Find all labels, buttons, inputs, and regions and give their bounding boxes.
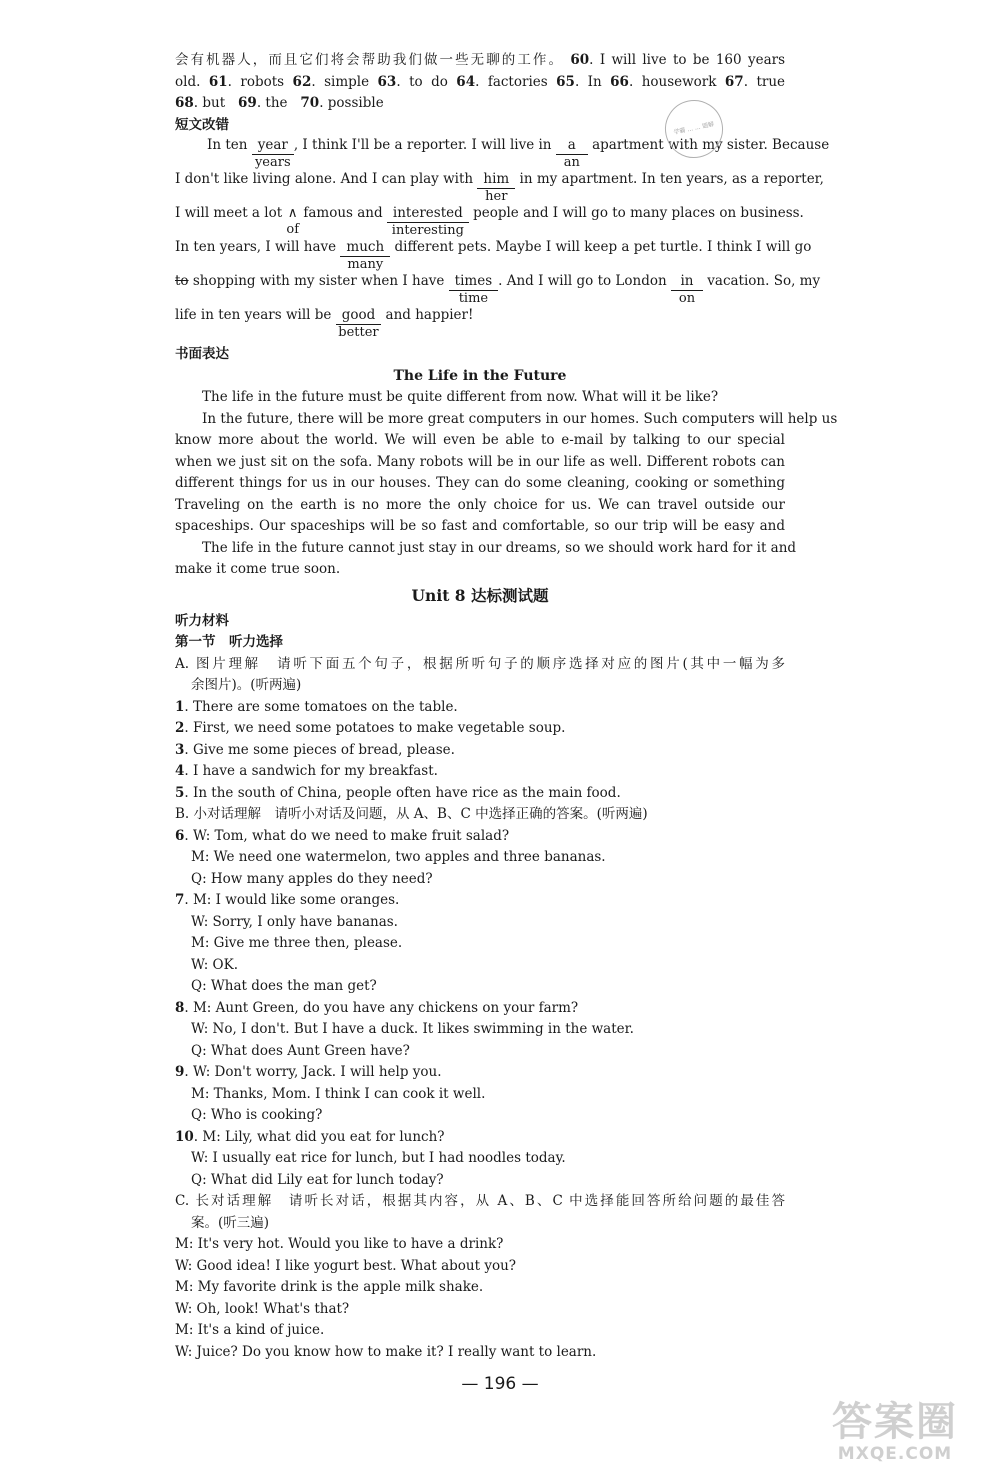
dialogue-line: 10. M: Lily, what did you eat for lunch? xyxy=(175,1128,445,1145)
dialogue-line: 8. M: Aunt Green, do you have any chickens on your farm? xyxy=(175,999,579,1016)
essay-line: Traveling on the earth is no more the only choice for us. We can travel outside our xyxy=(175,496,785,513)
answer-item: 66. housework xyxy=(610,73,717,90)
answer-line-2: old. 61. robots 62. simple 63. to do 64. factories 65. In 66. housework 67. true xyxy=(175,73,785,90)
dialogue-line: Q: Who is cooking? xyxy=(191,1107,323,1123)
essay-line: The life in the future must be quite different from now. What will it be like? xyxy=(202,389,719,405)
dialogue-line: W: No, I don't. But I have a duck. It likes swimming in the water. xyxy=(191,1021,634,1037)
dialogue-line: 9. W: Don't worry, Jack. I will help you. xyxy=(175,1064,442,1080)
answer-item: 68. but xyxy=(175,95,226,111)
dialogue-line: M: Thanks, Mom. I think I can cook it well. xyxy=(191,1085,486,1102)
essay-line: know more about the world. We will even be able to e-mail by talking to our special xyxy=(175,432,785,448)
long-dialogue-line: W: Juice? Do you know how to make it? I really want to learn. xyxy=(175,1343,597,1360)
sentence-item: 4. I have a sandwich for my breakfast. xyxy=(175,763,438,779)
correction-line-4: In ten years, I will have much many different pets. Maybe I will keep a pet turtle. I think I will go xyxy=(175,239,812,272)
correction-mark: much many xyxy=(340,238,390,273)
section1-heading: 第一节 听力选择 xyxy=(175,634,283,650)
long-dialogue-line: M: It's very hot. Would you like to have a drink? xyxy=(175,1236,504,1252)
essay-line: In the future, there will be more great computers in our homes. Such computers will help us xyxy=(202,410,838,427)
essay-line: spaceships. Our spaceships will be so fast and comfortable, so our trip will be easy and xyxy=(175,518,785,534)
correction-line-3: I will meet a lot ∧ of famous and interested interesting people and I will go to many places on business. xyxy=(175,205,804,238)
dialogue-line: Q: What did Lily eat for lunch today? xyxy=(191,1171,444,1188)
correction-mark: $\frac{a}{an}$ xyxy=(556,136,588,171)
deleted-word: to xyxy=(175,273,189,289)
correction-line-2: I don't like living alone. And I can play with him her in my apartment. In ten years, as a reporter, xyxy=(175,171,824,204)
long-dialogue-line: W: Oh, look! What's that? xyxy=(175,1300,350,1317)
answer-item: 61. robots xyxy=(208,73,285,90)
correction-mark: $\frac{in}{on}$ xyxy=(671,272,703,307)
correction-heading: 短文改错 xyxy=(175,116,229,133)
dialogue-line: Q: What does Aunt Green have? xyxy=(191,1042,410,1059)
correction-line-5: to shopping with my sister when I have times time . And I will go to London $\frac{in}{on}$ vacation. So, my xyxy=(175,273,821,306)
sentence-item: 2. First, we need some potatoes to make vegetable soup. xyxy=(175,720,566,736)
stamp-seal: 学霸 ... ... 题解 xyxy=(660,95,729,164)
answer-item: 63. to do xyxy=(377,73,448,90)
dialogue-line: W: Sorry, I only have bananas. xyxy=(191,913,398,930)
correction-mark: good better xyxy=(336,306,382,341)
correction-line-1: In ten year years , I think I'll be a reporter. I will live in $\frac{a}{an}$ apartment with my sister. Because xyxy=(207,137,830,170)
sentence-item: 1. There are some tomatoes on the table. xyxy=(175,698,458,715)
essay-line: make it come true soon. xyxy=(175,561,341,577)
essay-title: The Life in the Future xyxy=(393,367,567,384)
dialogue-line: W: I usually eat rice for lunch, but I had noodles today. xyxy=(191,1150,566,1166)
correction-mark: him her xyxy=(477,170,515,205)
watermark-logo: 答案圈 MXQE.COM xyxy=(832,1399,958,1464)
essay-line: different things for us in our houses. They can do some cleaning, cooking or something xyxy=(175,475,785,491)
correction-mark: times time xyxy=(449,272,498,307)
dialogue-line: Q: What does the man get? xyxy=(191,978,377,994)
answer-item: 65. In xyxy=(556,73,602,90)
dialogue-line: 7. M: I would like some oranges. xyxy=(175,892,400,908)
sentence-item: 3. Give me some pieces of bread, please. xyxy=(175,741,455,758)
sentence-item: 5. In the south of China, people often have rice as the main food. xyxy=(175,784,621,801)
partC-instruction: C. 长对话理解 请听长对话，根据其内容，从 A、B、C 中选择能回答所给问题的最佳答 xyxy=(175,1193,785,1209)
partC-instruction-cont: 案。(听三遍) xyxy=(191,1214,270,1231)
listening-heading: 听力材料 xyxy=(175,612,229,629)
page-number: — 196 — xyxy=(461,1374,539,1394)
essay-line: The life in the future cannot just stay in our dreams, so we should work hard for it and xyxy=(202,539,797,556)
writing-heading: 书面表达 xyxy=(175,346,229,362)
partA-instruction: A. 图片理解 请听下面五个句子，根据所听句子的顺序选择对应的图片(其中一幅为多 xyxy=(175,655,785,672)
answer-line-1: 会有机器人，而且它们将会帮助我们做一些无聊的工作。 60. I will live to be 160 years xyxy=(175,52,785,68)
insert-mark: ∧ of xyxy=(286,205,300,237)
dialogue-line: 6. W: Tom, what do we need to make fruit salad? xyxy=(175,827,510,844)
long-dialogue-line: W: Good idea! I like yogurt best. What about you? xyxy=(175,1257,517,1274)
essay-line: when we just sit on the sofa. Many robots will be in our life as well. Different robots can xyxy=(175,453,785,470)
partB-instruction: B. 小对话理解 请听小对话及问题，从 A、B、C 中选择正确的答案。(听两遍) xyxy=(175,806,648,822)
answer-item: 69. the xyxy=(238,95,288,111)
answer-item: 62. simple xyxy=(292,73,370,90)
unit-title: Unit 8 达标测试题 xyxy=(411,585,549,605)
answer-item: 70. possible xyxy=(300,95,384,111)
correction-line-6: life in ten years will be good better and happier! xyxy=(175,307,474,340)
correction-mark: year years xyxy=(252,136,294,171)
dialogue-line: M: Give me three then, please. xyxy=(191,935,403,951)
correction-mark: interested interesting xyxy=(387,204,469,239)
long-dialogue-line: M: My favorite drink is the apple milk shake. xyxy=(175,1279,484,1295)
answer-item: 67. true xyxy=(724,73,785,90)
dialogue-line: W: OK. xyxy=(191,956,238,973)
partA-instruction-cont: 余图片)。(听两遍) xyxy=(191,677,302,693)
dialogue-line: Q: How many apples do they need? xyxy=(191,870,433,887)
long-dialogue-line: M: It's a kind of juice. xyxy=(175,1322,325,1338)
page-content xyxy=(175,50,838,1363)
answer-item: 64. factories xyxy=(456,73,548,90)
dialogue-line: M: We need one watermelon, two apples and three bananas. xyxy=(191,849,606,865)
